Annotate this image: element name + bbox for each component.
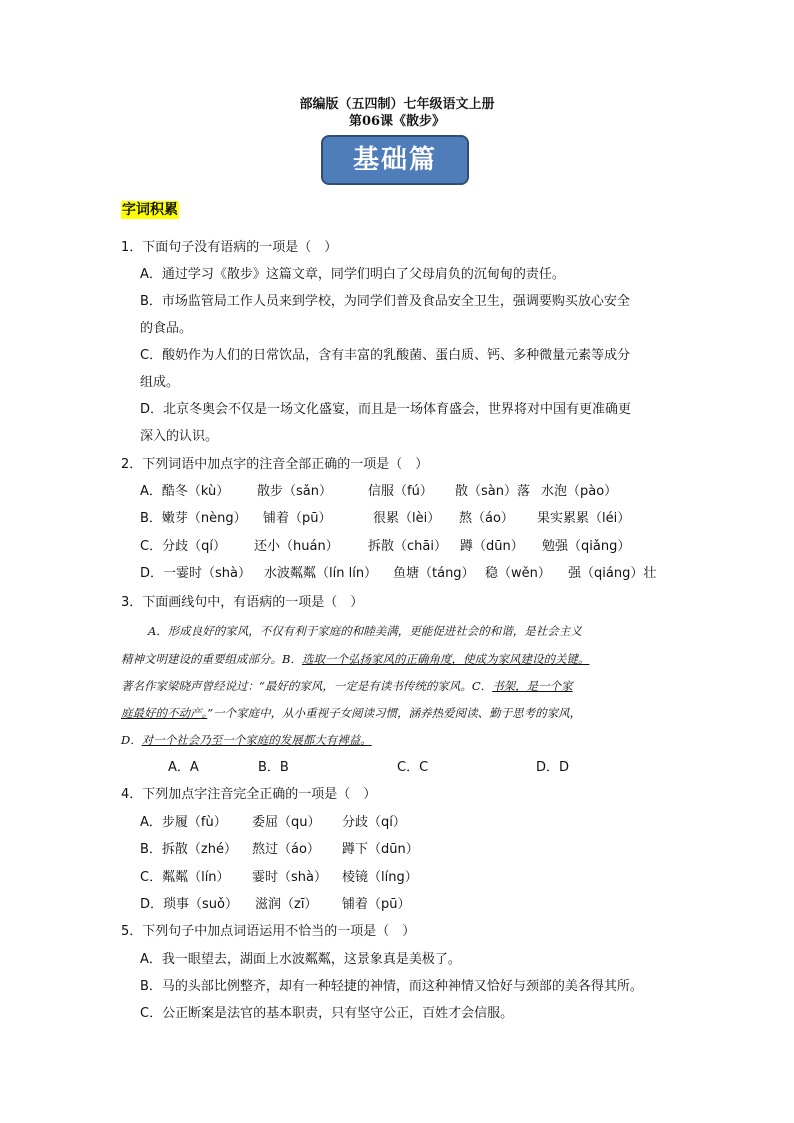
q4-c-1: C．粼粼（lín） bbox=[140, 870, 230, 885]
q3-option-c: C．C bbox=[397, 760, 429, 775]
q5-option-a: A．我一眼望去，湖面上水波粼粼，这景象真是美极了。 bbox=[140, 952, 461, 967]
q2-c-3: 拆散（chāi） bbox=[368, 539, 447, 554]
lesson-title: 第06课《散步》 bbox=[348, 114, 446, 129]
q2-d-2: 水波粼粼（lín lín） bbox=[264, 566, 378, 581]
q2-a-1: A．酷冬（kù） bbox=[140, 484, 230, 499]
q1-option-b-cont: 的食品。 bbox=[140, 321, 193, 336]
q3-underlined-c: 书架，是一个家 bbox=[492, 679, 573, 693]
q4-c-2: 霎时（shà） bbox=[252, 870, 327, 885]
q3-option-b: B．B bbox=[258, 760, 289, 775]
q2-b-1: B．嫩芽（nèng） bbox=[140, 511, 247, 526]
q3-passage-line-4 bbox=[121, 705, 581, 721]
q3-stem: 3．下面画线句中，有语病的一项是（ ） bbox=[121, 595, 364, 610]
q3-text: 精神文明建设的重要组成部分。B． bbox=[121, 652, 302, 666]
q1-option-d-cont: 深入的认识。 bbox=[140, 429, 219, 444]
q2-b-4: 熬（áo） bbox=[459, 511, 514, 526]
q3-text: D． bbox=[121, 733, 142, 747]
q5-option-b: B．马的头部比例整齐，却有一种轻捷的神情，而这种神情又恰好与颈部的美各得其所。 bbox=[140, 979, 643, 994]
q2-stem: 2．下列词语中加点字的注音全部正确的一项是（ ） bbox=[121, 457, 429, 472]
q2-a-2: 散步（sǎn） bbox=[257, 484, 332, 499]
q5-option-c: C．公正断案是法官的基本职责，只有坚守公正，百姓才会信服。 bbox=[140, 1006, 514, 1021]
q4-a-3: 分歧（qí） bbox=[342, 815, 406, 830]
q2-d-3: 鱼塘（táng） bbox=[393, 566, 475, 581]
q5-stem: 5．下列句子中加点词语运用不恰当的一项是（ ） bbox=[121, 924, 416, 939]
q1-option-c-cont: 组成。 bbox=[140, 375, 180, 390]
q4-b-3: 蹲下（dūn） bbox=[342, 842, 419, 857]
q2-c-2: 还小（huán） bbox=[254, 539, 339, 554]
q1-stem: 1．下面句子没有语病的一项是（ ） bbox=[121, 240, 338, 255]
q2-d-1: D．一霎时（shà） bbox=[140, 566, 251, 581]
q2-a-3: 信服（fú） bbox=[368, 484, 433, 499]
q3-option-d: D．D bbox=[536, 760, 570, 775]
q3-text: ”一个家庭中，从小重视子女阅读习惯，涵养热爱阅读、勤于思考的家风， bbox=[207, 706, 582, 720]
q2-a-4: 散（sàn）落 bbox=[455, 484, 530, 499]
q2-c-4: 蹲（dūn） bbox=[460, 539, 524, 554]
q4-d-3: 铺着（pū） bbox=[342, 897, 411, 912]
level-badge: 基础篇 bbox=[321, 135, 469, 185]
q1-option-d: D．北京冬奥会不仅是一场文化盛宴，而且是一场体育盛会，世界将对中国有更准确更 bbox=[140, 402, 632, 417]
q3-underlined-d: 对一个社会乃至一个家庭的发展都大有裨益。 bbox=[141, 733, 372, 747]
q2-c-5: 勉强（qiǎng） bbox=[542, 539, 631, 554]
q4-c-3: 棱镜（líng） bbox=[342, 870, 418, 885]
q4-d-1: D．琐事（suǒ） bbox=[140, 897, 238, 912]
q2-d-5: 强（qiáng）壮 bbox=[568, 566, 657, 581]
q3-passage-line-3 bbox=[121, 678, 573, 694]
q4-stem: 4．下列加点字注音完全正确的一项是（ ） bbox=[121, 787, 377, 802]
q3-passage-line-1: A．形成良好的家风，不仅有利于家庭的和睦美满，更能促进社会的和谐，是社会主义 bbox=[148, 624, 582, 638]
q3-text: 著名作家梁晓声曾经说过：“最好的家风，一定是有读书传统的家风。C． bbox=[121, 679, 493, 693]
q1-option-a: A．通过学习《散步》这篇文章，同学们明白了父母肩负的沉甸甸的责任。 bbox=[140, 267, 565, 282]
q2-b-5: 果实累累（léi） bbox=[537, 511, 631, 526]
q1-option-b: B．市场监管局工作人员来到学校，为同学们普及食品安全卫生，强调要购买放心安全 bbox=[140, 294, 630, 309]
q2-b-2: 铺着（pū） bbox=[263, 511, 332, 526]
q2-a-5: 水泡（pào） bbox=[541, 484, 618, 499]
q3-underlined-b: 选取一个弘扬家风的正确角度，使成为家风建设的关键。 bbox=[301, 652, 590, 666]
q3-option-a: A．A bbox=[168, 760, 199, 775]
q4-b-2: 熬过（áo） bbox=[252, 842, 320, 857]
q2-b-3: 很累（lèi） bbox=[373, 511, 441, 526]
q2-c-1: C．分歧（qí） bbox=[140, 539, 226, 554]
section-title: 字词积累 bbox=[122, 202, 178, 218]
q1-option-c: C．酸奶作为人们的日常饮品，含有丰富的乳酸菌、蛋白质、钙、多种微量元素等成分 bbox=[140, 348, 631, 363]
q4-a-2: 委屈（qu） bbox=[252, 815, 321, 830]
q3-passage-line-2 bbox=[121, 651, 589, 667]
q4-d-2: 滋润（zī） bbox=[255, 897, 318, 912]
q3-passage-line-5 bbox=[121, 732, 372, 748]
q2-d-4: 稳（wěn） bbox=[485, 566, 551, 581]
q3-underlined-c-cont: 庭最好的不动产。 bbox=[121, 706, 208, 720]
q4-a-1: A．步履（fù） bbox=[140, 815, 227, 830]
doc-subtitle: 部编版（五四制）七年级语文上册 bbox=[299, 97, 495, 112]
q4-b-1: B．拆散（zhé） bbox=[140, 842, 237, 857]
